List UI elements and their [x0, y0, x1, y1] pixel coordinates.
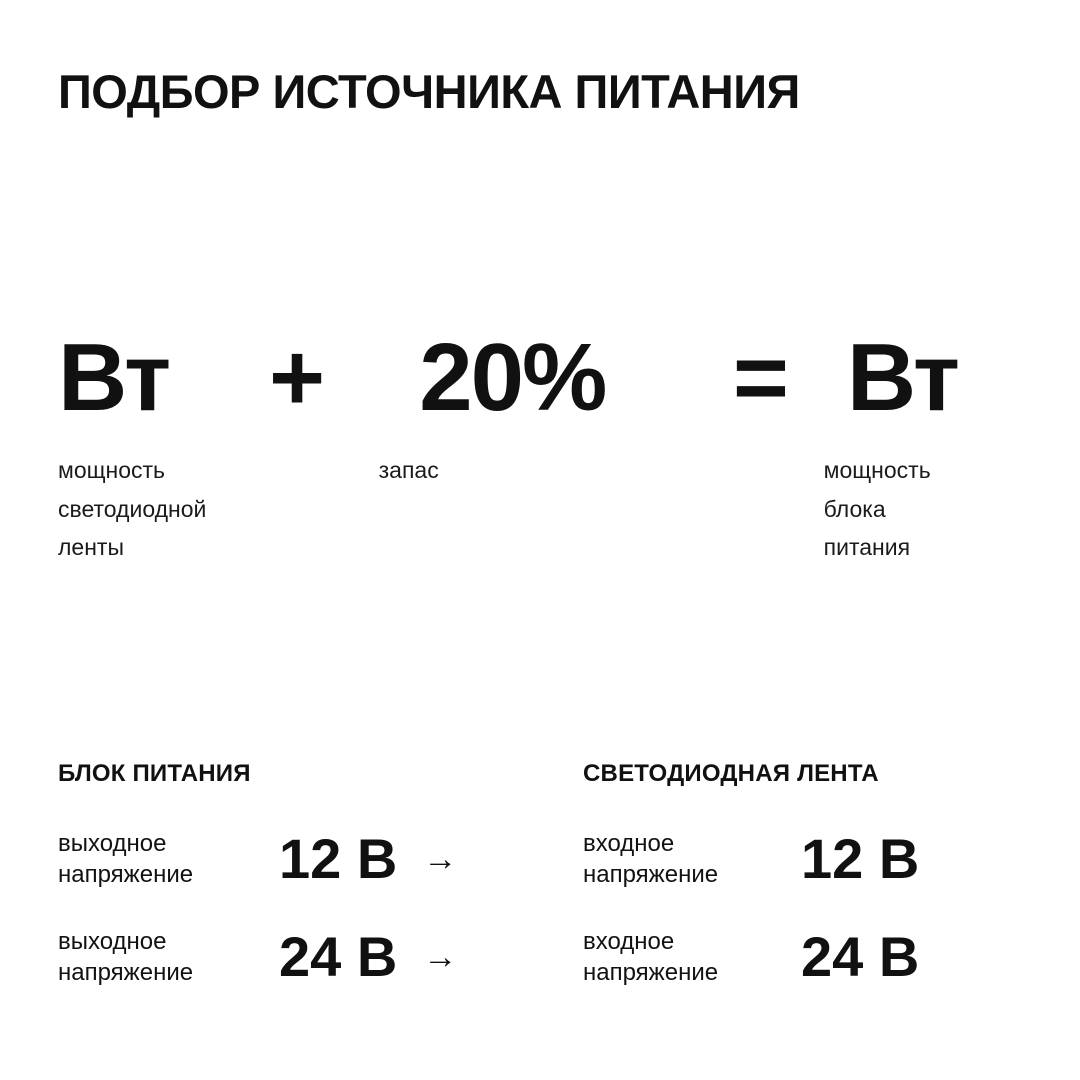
psu-output-label-2-line2: напряжение — [58, 959, 194, 986]
table-row — [58, 908, 583, 1006]
formula-captions-row — [58, 451, 1018, 567]
table-row — [583, 908, 1028, 1006]
strip-input-value-2: 24 В — [801, 925, 920, 988]
formula-term-reserve: 20% — [419, 324, 606, 431]
caption-strip-power-line2: светодиодной — [58, 495, 207, 522]
caption-psu-power-line1: мощность — [823, 457, 931, 483]
caption-strip-power-line3: ленты — [58, 534, 124, 561]
voltage-matching-table — [58, 760, 1028, 1006]
plus-icon: + — [269, 324, 324, 431]
strip-input-label-2-line2: напряжение — [583, 959, 719, 986]
strip-input-label-2-line1: входное — [583, 927, 675, 955]
led-strip-column — [583, 760, 1028, 1006]
strip-input-label-2 — [583, 926, 795, 988]
formula-term-strip-power: Вт — [58, 324, 170, 431]
page-title: ПОДБОР ИСТОЧНИКА ПИТАНИЯ — [58, 65, 800, 118]
arrow-right-icon: → — [423, 840, 458, 878]
caption-psu-power-line3: питания — [823, 534, 911, 561]
psu-output-label-1 — [58, 828, 273, 890]
table-row — [58, 810, 583, 908]
formula-term-psu-power: Вт — [846, 324, 958, 431]
equals-icon: = — [732, 324, 787, 431]
caption-strip-power — [58, 451, 379, 567]
caption-reserve: запас — [378, 457, 439, 483]
psu-output-value-1: 12 В — [279, 827, 398, 890]
led-strip-column-header: СВЕТОДИОДНАЯ ЛЕНТА — [583, 760, 879, 787]
strip-input-value-1: 12 В — [801, 827, 920, 890]
psu-column — [58, 760, 583, 1006]
psu-output-label-2-line1: выходное — [58, 927, 167, 955]
caption-psu-power-line2: блока — [823, 495, 886, 522]
psu-output-label-1-line1: выходное — [58, 829, 167, 857]
psu-output-label-1-line2: напряжение — [58, 861, 194, 888]
arrow-right-icon: → — [423, 938, 458, 976]
caption-psu-power — [824, 451, 1018, 567]
strip-input-label-1-line1: входное — [583, 829, 675, 857]
psu-column-header: БЛОК ПИТАНИЯ — [58, 760, 251, 787]
table-row — [583, 810, 1028, 908]
formula-terms-row — [58, 324, 1018, 434]
psu-output-label-2 — [58, 926, 273, 988]
caption-strip-power-line1: мощность — [58, 457, 166, 483]
strip-input-label-1-line2: напряжение — [583, 861, 719, 888]
power-formula — [58, 324, 1018, 567]
strip-input-label-1 — [583, 828, 795, 890]
voltage-columns — [58, 760, 1028, 1006]
psu-output-value-2: 24 В — [279, 925, 398, 988]
